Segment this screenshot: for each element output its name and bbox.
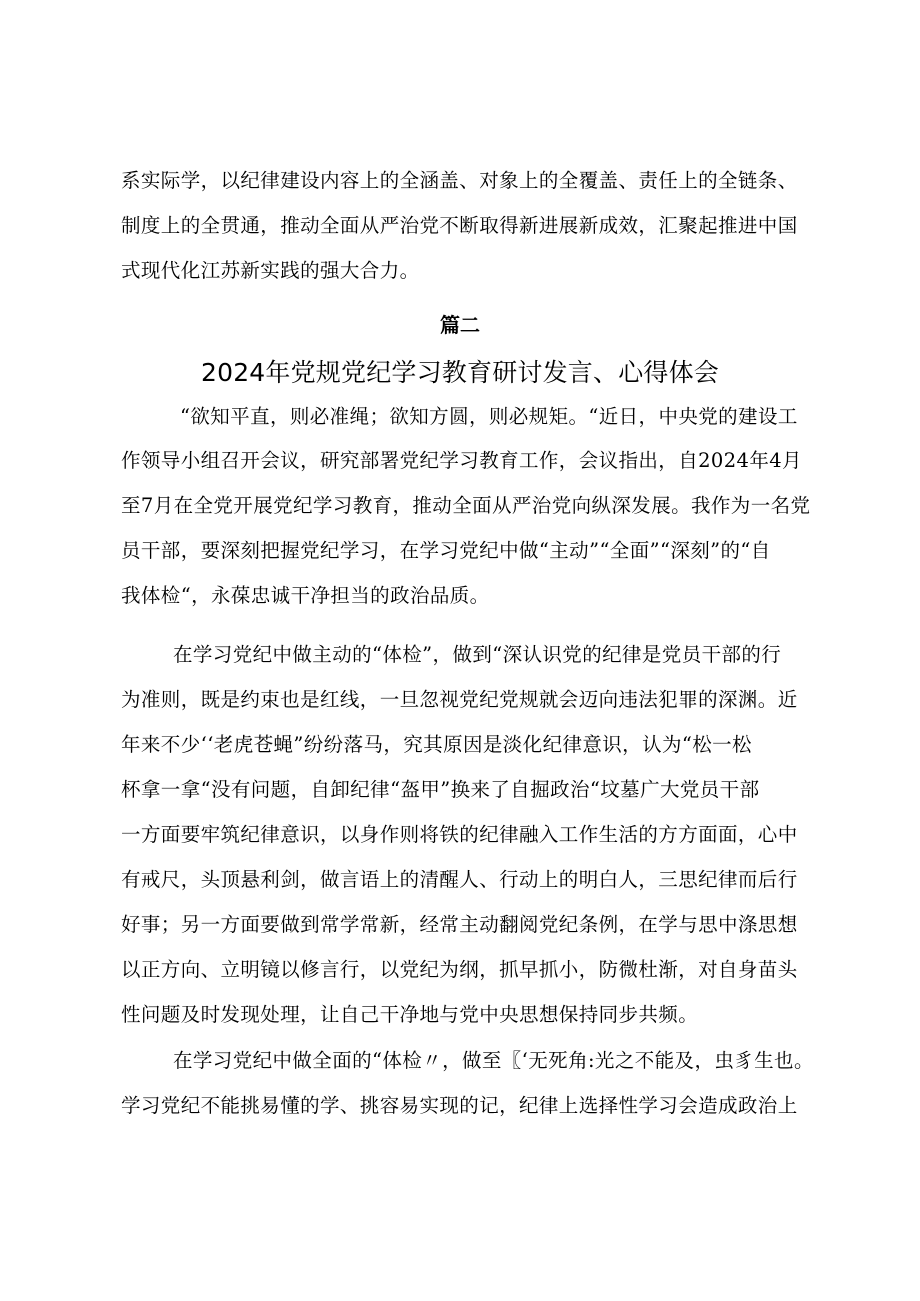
paragraph2-line-3: 年来不少‘‘老虎苍蝇”纷纷落马，究其原因是淡化纪律意识，认为“松一松 xyxy=(121,733,752,756)
paragraph1-line-5: 我体检“，永葆忠诚干净担当的政治品质。 xyxy=(121,584,490,607)
intro-line-1: 系实际学，以纪律建设内容上的全涵盖、对象上的全覆盖、责任上的全链条、 xyxy=(121,169,798,192)
paragraph2-line-5: 一方面要牢筑纪律意识，以身作则将铁的纪律融入工作生活的方方面面，心中 xyxy=(121,823,798,846)
paragraph2-line-8: 以正方向、立明镜以修言行，以党纪为纲，抓早抓小，防微杜渐，对自身苗头 xyxy=(121,958,798,981)
paragraph1-line-3: 至7月在全党开展党纪学习教育，推动全面从严治党向纵深发展。我作为一名党 xyxy=(121,494,811,517)
paragraph2-line-6: 有戒尺，头顶悬利剑，做言语上的清醒人、行动上的明白人，三思纪律而后行 xyxy=(121,868,798,891)
paragraph2-line-4: 杯拿一拿“没有问题，自卸纪律“盔甲”换来了自掘政治“坟墓广大党员干部 xyxy=(121,778,760,801)
paragraph2-line-7: 好事；另一方面要做到常学常新，经常主动翻阅党纪条例，在学与思中涤思想 xyxy=(121,913,798,936)
paragraph1-line-1: “欲知平直，则必准绳；欲知方圆，则必规矩。“近日，中央党的建设工 xyxy=(180,405,798,428)
paragraph2-line-1: 在学习党纪中做主动的“体检”，做到“深认识党的纪律是党员干部的行 xyxy=(173,643,782,666)
paragraph1-line-4: 员干部，要深刻把握党纪学习，在学习党纪中做“主动”“全面”“深刻”的“自 xyxy=(121,539,771,562)
section-label: 篇二 xyxy=(440,313,480,337)
document-title: 2024年党规党纪学习教育研讨发言、心得体会 xyxy=(200,358,720,387)
paragraph3-line-2: 学习党纪不能挑易懂的学、挑容易实现的记，纪律上选择性学习会造成政治上 xyxy=(121,1094,798,1117)
paragraph2-line-2: 为准则，既是约束也是红线，一旦忽视党纪党规就会迈向违法犯罪的深渊。近 xyxy=(121,688,798,711)
intro-line-3: 式现代化江苏新实践的强大合力。 xyxy=(121,259,420,282)
paragraph2-line-9: 性问题及时发现处理，让自己干净地与党中央思想保持同步共频。 xyxy=(121,1003,699,1026)
paragraph1-line-2: 作领导小组召开会议，研究部署党纪学习教育工作，会议指出，自2024年4月 xyxy=(121,449,802,472)
paragraph3-line-1: 在学习党纪中做全面的“体检〃，做至〖‘无死角:光之不能及，虫豸生也。 xyxy=(173,1049,814,1072)
intro-line-2: 制度上的全贯通，推动全面从严治党不断取得新进展新成效，汇聚起推进中国 xyxy=(121,214,798,237)
